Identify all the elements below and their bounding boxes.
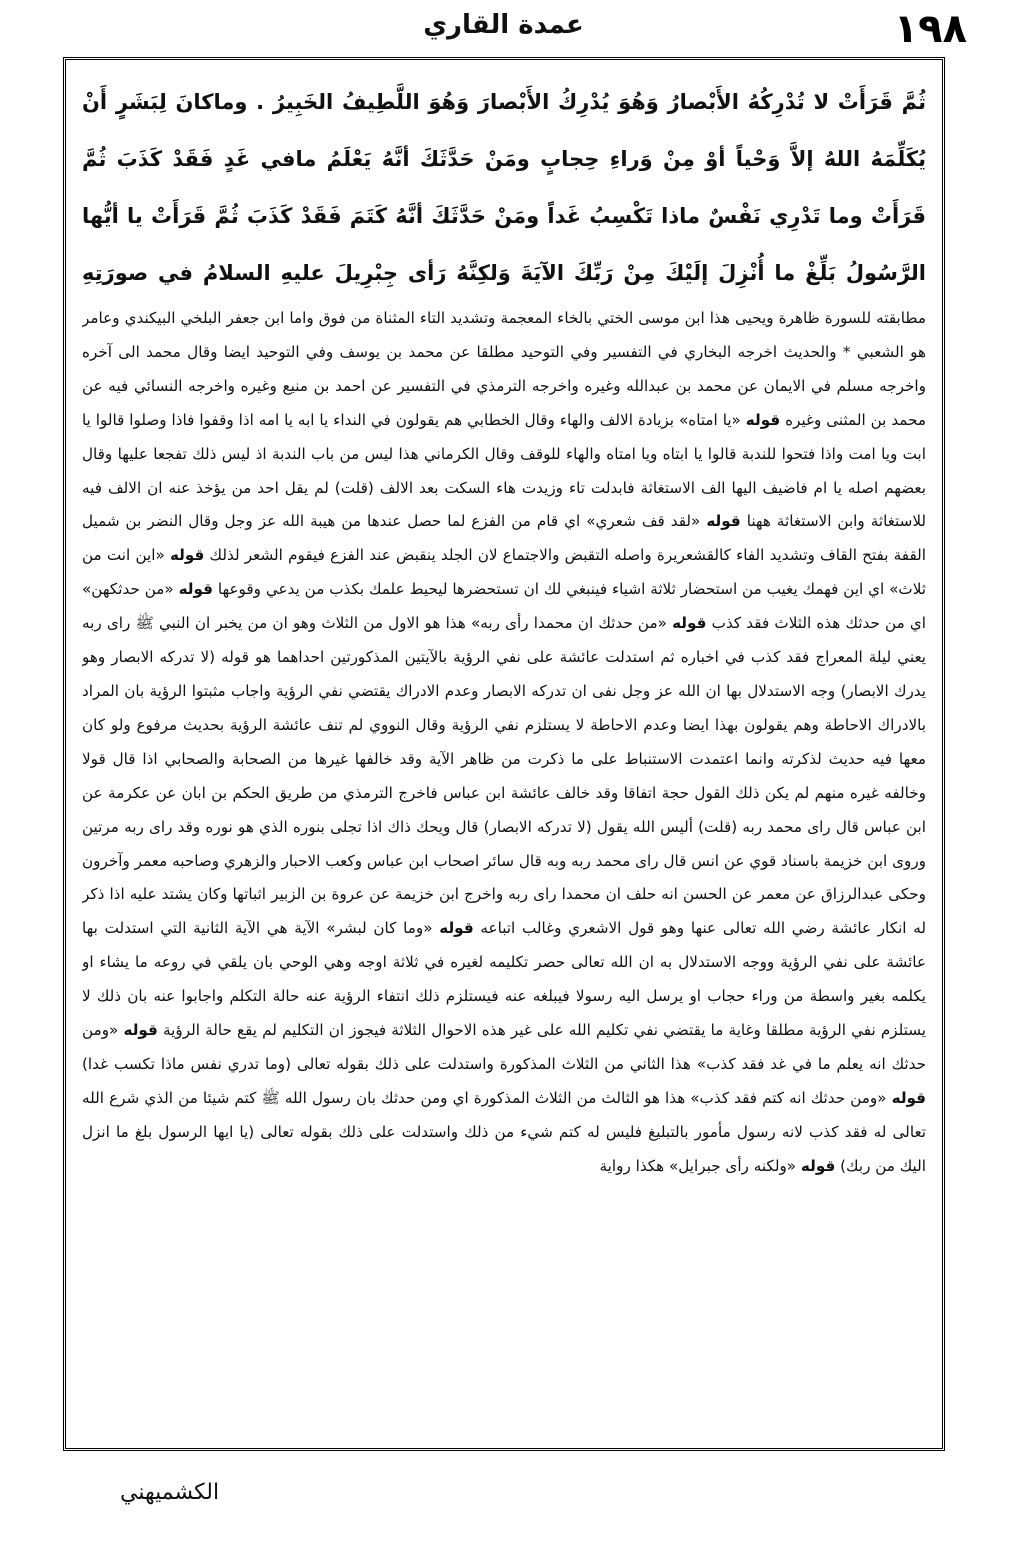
keyword-qawluhu: قوله (706, 512, 741, 531)
keyword-qawluhu: قوله (672, 614, 707, 633)
commentary-segment: «يا امتاه» بزيادة الالف والهاء وقال الخطابي هم يقولون في النداء يا ابه يا امه اذا وقفوا فاذا وصلوا قالوا يا ابت ويا امت واذا فتحوا للندبة قالوا يا ابتاه ويا امتاه والهاء للوقف وقال الكرماني هذا ليس من باب الندبة اذ ليس ذلك تفجعا عليها وقال بعضهم اصله يا ام فاضيف اليها الف الاستغاثة فابدلت تاء وزيدت هاء السكت بعد الالف (قلت) لم يقل احد من يؤخذ عنه ان الالف فيه للاستغاثة وابن الاستغاثة ههنا (82, 410, 926, 531)
keyword-qawluhu: قوله (439, 919, 474, 938)
running-title: عمدة القاري (423, 10, 584, 40)
page-number: ١٩٨ (893, 6, 967, 52)
commentary-segment: «من حدثكهن» اي من حدثك هذه الثلاث فقد كذب (82, 580, 926, 633)
hadith-text: ثُمَّ قَرَأَتْ لا تُدْرِكُهُ الأَبْصارُ وَهُوَ يُدْرِكُ الأَبْصارَ وَهُوَ اللَّطِيفُ الخَبِيرُ . وماكانَ لِبَشَرٍ أَنْ يُكَلِّمَهُ اللهُ إلاَّ وَحْياً أوْ مِنْ وَراءِ حِجابٍ ومَنْ حَدَّثَكَ أنَّهُ يَعْلَمُ مافي غَدٍ فَقَدْ كَذَبَ ثُمَّ قَرَأَتْ وما تَدْرِي نَفْسٌ ماذا تَكْسِبُ غَداً ومَنْ حَدَّثَكَ أنَّهُ كَتَمَ فَقَدْ كَذَبَ ثُمَّ قَرَأَتْ يا أيُّها الرَّسُولُ بَلِّغْ ما أُنْزِلَ إلَيْكَ مِنْ رَبِّكَ الآيَةَ وَلكِنَّهُ رَأى جِبْرِيلَ عليهِ السلامُ في صورَتِهِ (82, 90, 926, 285)
commentary-segment: «وما كان لبشر» الآية هي الآية الثانية التي استدلت بها عائشة على نفي الرؤية ووجه الاستدلال به ان الله تعالى حصر تكليمه لغيره في ثلاثة اوجه وهي الوحي بان يلقي في روعه ما يشاء او يكلمه بغير واسطة من وراء حجاب او يرسل اليه رسولا فيبلغه عنه فيستلزم ذلك انتفاء الرؤية عنه حالة التكلم واجابوا عنه بان ذلك لا يستلزم نفي الرؤية مطلقا وغاية ما يقتضي نفي تكليم الله على غير هذه الاحوال الثلاثة فيجوز ان التكليم لم يقع حالة الرؤية (82, 919, 926, 1040)
commentary-segment: «لقد قف شعري» اي قام من الفزع لما حصل عندها من هيبة الله عز وجل وقال النضر بن شميل القفة بفتح القاف وتشديد الفاء كالقشعريرة واصله التقبض والاجتماع لان الجلد ينقبض عند الفزع فيقوم الشعر لذلك (82, 512, 926, 565)
commentary-segment: «ومن حدثك انه كتم فقد كذب» هذا هو الثالث من الثلاث المذكورة اي ومن حدثك بان رسول الله ﷺ كتم شيئا من الذي شرع الله تعالى له فقد كذب لانه رسول مأمور بالتبليغ فليس له كتم شيء من ذلك واستدلت على ذلك بقوله تعالى (يا ايها الرسول بلغ ما انزل اليك من ربك) (82, 1088, 926, 1175)
keyword-qawluhu: قوله (123, 1021, 158, 1040)
commentary-segment: «من حدثك ان محمدا رأى ربه» هذا هو الاول من الثلاث وهو ان من يخبر ان النبي ﷺ راى ربه يعني ليلة المعراج فقد كذب في اخباره ثم استدلت عائشة على نفي الرؤية بالآيتين المذكورتين احداهما هو قوله (لا تدركه الابصار وهو يدرك الابصار) وجه الاستدلال بها ان الله عز وجل نفى ان تدركه الابصار وعدم الادراك يقتضي نفي الرؤية واجاب مثبتوا الرؤية بان المراد بالادراك الاحاطة وهم يقولون بهذا ايضا وعدم الاحاطة لا يستلزم نفي الرؤية وقال النووي لم تنف عائشة الرؤية بحديث مرفوع ولو كان معها فيه حديث لذكرته وانما اعتمدت الاستنباط على ما ذكرت من ظاهر الآية وقد خالفها غيرها من الصحابة والصحابي اذا قال قولا وخالفه غيره منهم لم يكن ذلك القول حجة اتفاقا وقد خالف عائشة ابن عباس فاخرج الترمذي من طريق الحكم بن ابان عن عكرمة عن ابن عباس قال راى محمد ربه (قلت) أليس الله يقول (لا تدركه الابصار) قال ويحك ذاك اذا تجلى بنوره الذي هو نوره وقد راى ربه مرتين وروى ابن خزيمة باسناد قوي عن انس قال راى محمد ربه وبه قال سائر اصحاب ابن عباس وكعب الاحبار والزهري وصاحبه معمر وآخرون وحكى عبدالرزاق عن معمر عن الحسن انه حلف ان محمدا راى ربه واخرج ابن خزيمة عن عروة بن الزبير اثباتها وكان يشتد عليه اذا ذكر له انكار عائشة رضي الله تعالى عنها وهو قول الاشعري وغالب اتباعه (82, 614, 926, 938)
commentary-segment: «ولكنه رأى جبرايل» هكذا رواية (599, 1156, 797, 1175)
keyword-qawluhu: قوله (891, 1088, 926, 1107)
commentary-segment: مطابقته للسورة ظاهرة ويحيى هذا ابن موسى الختي بالخاء المعجمة وتشديد التاء المثناة من فوق واما ابن جعفر البلخي البيكندي وعامر هو الشعبي * والحديث اخرجه البخاري في التفسير وفي التوحيد مطلقا عن محمد بن يوسف وفي التوحيد ايضا وقال محمد الى آخره واخرجه مسلم في الايمان عن محمد بن عبدالله وغيره واخرجه الترمذي في التفسير عن احمد بن منيع وغيره واخرجه النسائي فيه عن محمد بن المثنى وغيره (82, 309, 926, 429)
keyword-qawluhu: قوله (745, 410, 781, 429)
keyword-qawluhu: قوله (800, 1156, 836, 1175)
commentary-text (82, 302, 926, 1427)
commentary-segment: «ومن حدثك انه يعلم ما في غد فقد كذب» هذا الثاني من الثلاث المذكورة واستدلت على ذلك بقوله تعالى (وما تدري نفس ماذا تكسب غدا) (82, 1021, 926, 1073)
page-header (40, 4, 967, 54)
footer-catchword: الكشميهني (120, 1480, 220, 1505)
commentary-segment: «اين انت من ثلاث» اي اين فهمك يغيب من استحضار ثلاثة اشياء فينبغي لك ان تستحضرها ليحيط علمك بكذب من يدعي وقوعها (82, 546, 926, 599)
keyword-qawluhu: قوله (178, 580, 213, 599)
keyword-qawluhu: قوله (169, 546, 205, 565)
text-frame (63, 57, 945, 1451)
commentary-paragraph (82, 302, 926, 1184)
